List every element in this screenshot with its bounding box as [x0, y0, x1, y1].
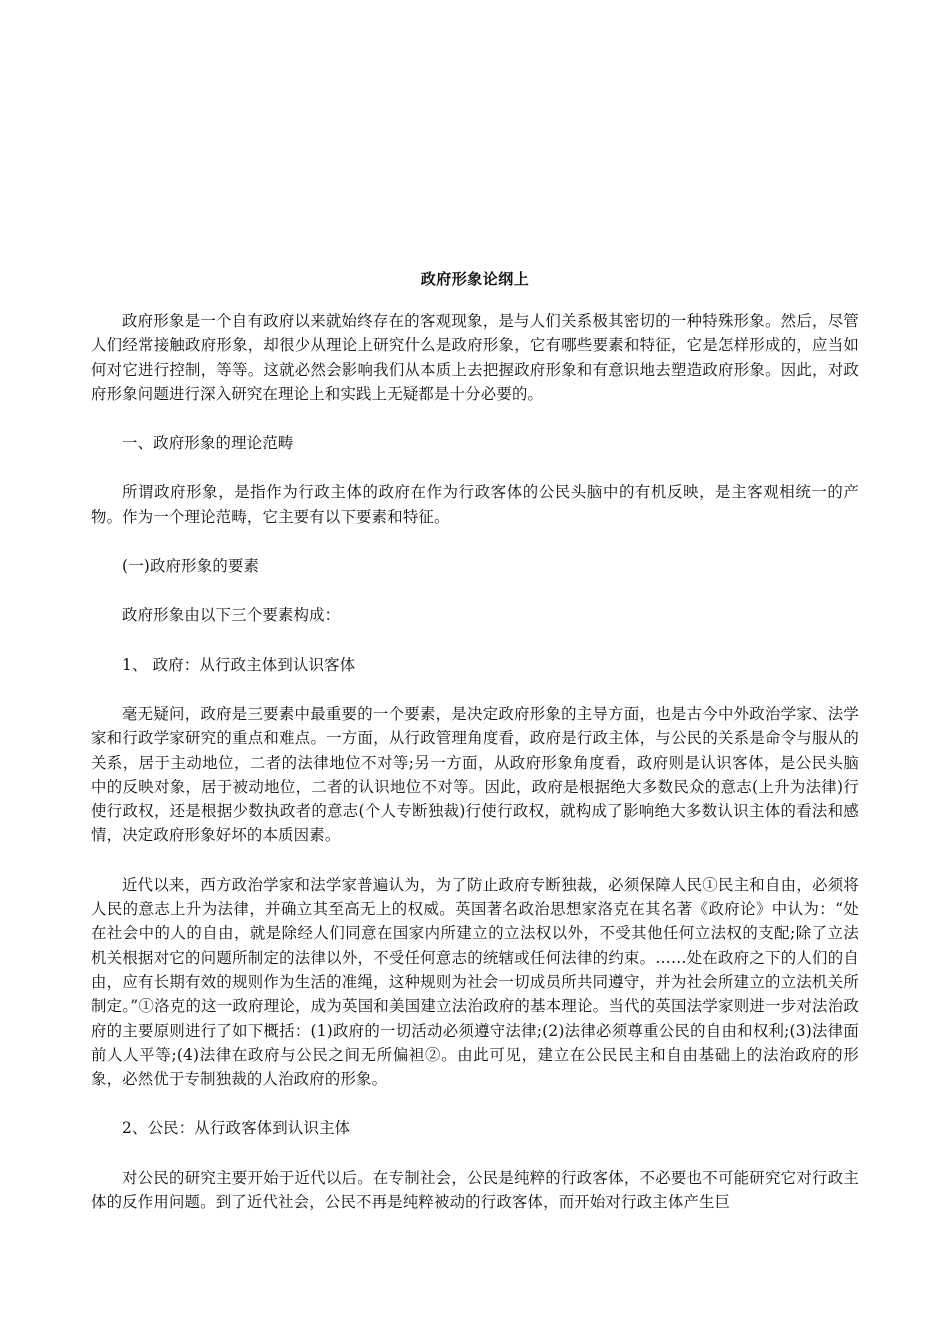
item-heading-citizen: 2、公民：从行政客体到认识主体 — [122, 1119, 351, 1138]
citizen-paragraph: 对公民的研究主要开始于近代以后。在专制社会，公民是纯粹的行政客体，不必要也不可能研究它对行政主体的反作用问题。到了近代社会，公民不再是纯粹被动的行政客体，而开始对行政主体产生巨 — [91, 1168, 859, 1212]
definition-paragraph: 所谓政府形象，是指作为行政主体的政府在作为行政客体的公民头脑中的有机反映，是主客观相统一的产物。作为一个理论范畴，它主要有以下要素和特征。 — [91, 483, 859, 526]
elements-intro-line: 政府形象由以下三个要素构成： — [122, 606, 341, 625]
section-heading-theory: 一、政府形象的理论范畴 — [122, 434, 294, 453]
locke-paragraph: 近代以来，西方政治学家和法学家普遍认为，为了防止政府专断独裁，必须保障人民①民主和自由，必须将人民的意志上升为法律，并确立其至高无上的权威。英国著名政治思想家洛克在其名著《政府论》中认为：“处在社会中的人的自由，就是除经人们同意在国家内所建立的立法权以外，不受其他任何立法权的支配;除了立法机关根据对它的问题所制定的法律以外，不受任何意志的统辖或任何法律的约束。……处在政府之下的人们的自由，应有长期有效的规则作为生活的准绳，这种规则为社会一切成员所共同遵守，并为社会所建立的立法机关所制定。”①洛克的这一政府理论，成为英国和美国建立法治政府的基本理论。当代的英国法学家则进一步对法治政府的主要原则进行了如下概括：(1)政府的一切活动必须遵守法律;(2)法律必须尊重公民的自由和权利;(3)法律面前人人平等;(4)法律在政府与公民之间无所偏袒②。由此可见，建立在公民民主和自由基础上的法治政府的形象，必然优于专制独裁的人治政府的形象。 — [91, 875, 859, 1089]
document-page — [91, 268, 859, 1239]
intro-paragraph: 政府形象是一个自有政府以来就始终存在的客观现象，是与人们关系极其密切的一种特殊形象。然后，尽管人们经常接触政府形象，却很少从理论上研究什么是政府形象，它有哪些要素和特征，它是怎样形成的，应当如何对它进行控制，等等。这就必然会影响我们从本质上去把握政府形象和有意识地去塑造政府形象。因此，对政府形象问题进行深入研究在理论上和实践上无疑都是十分必要的。 — [91, 312, 859, 403]
subsection-heading-elements: (一)政府形象的要素 — [122, 557, 260, 576]
item-heading-government: 1、 政府：从行政主体到认识客体 — [122, 655, 356, 674]
government-paragraph: 毫无疑问，政府是三要素中最重要的一个要素，是决定政府形象的主导方面，也是古今中外政治学家、法学家和行政学家研究的重点和难点。一方面，从行政管理角度看，政府是行政主体，与公民的关系是命令与服从的关系，居于主动地位，二者的法律地位不对等;另一方面，从政府形象角度看，政府则是认识客体，是公民头脑中的反映对象，居于被动地位，二者的认识地位不对等。因此，政府是根据绝大多数民众的意志(上升为法律)行使行政权，还是根据少数执政者的意志(个人专断独裁)行使行政权，就构成了影响绝大多数认识主体的看法和感情，决定政府形象好坏的本质因素。 — [91, 704, 859, 845]
document-title: 政府形象论纲上 — [420, 270, 530, 288]
